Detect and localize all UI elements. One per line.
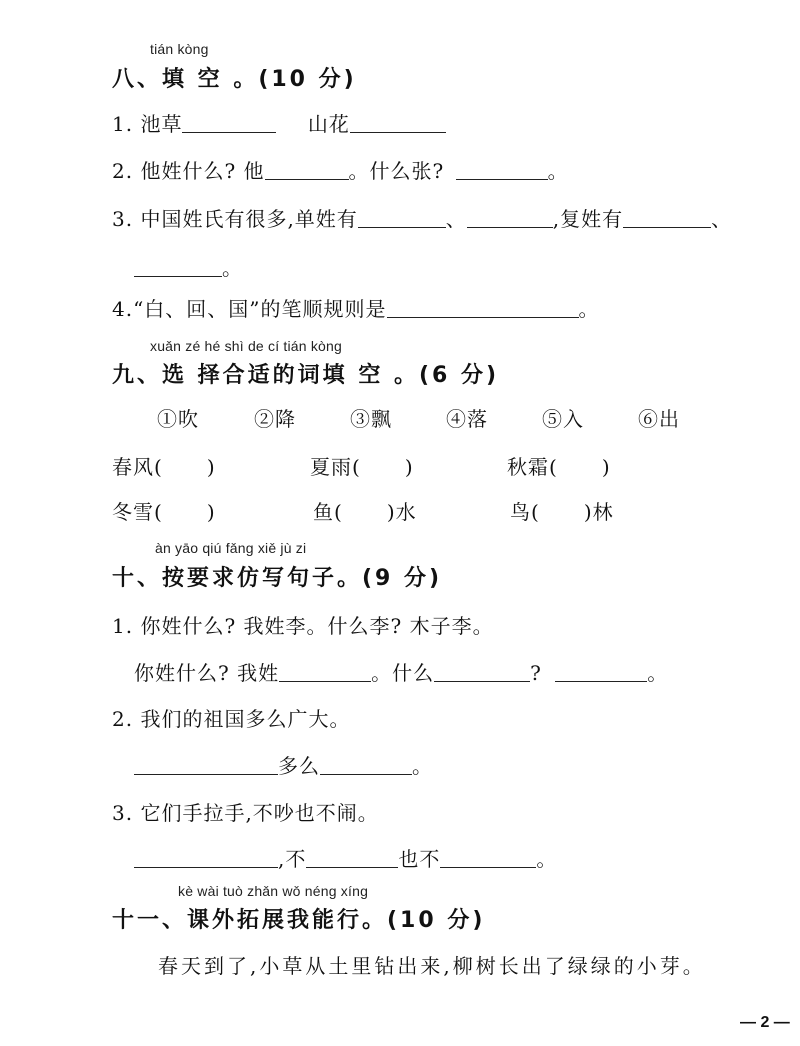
word-option-3: ③飘 — [350, 407, 392, 431]
s10-q3-example: 3. 它们手拉手,不吵也不闹。 — [112, 801, 379, 825]
item-label: 鸟( — [510, 500, 540, 524]
fill-item-winter-snow[interactable] — [112, 496, 216, 525]
item-close: )林 — [583, 500, 614, 524]
fill-item-bird-forest[interactable] — [510, 496, 614, 525]
s8-q4-text-b: 。 — [578, 297, 600, 321]
s8-q4-text-a: 4.“白、回、国”的笔顺规则是 — [112, 297, 387, 321]
s10-q3-answer-line — [134, 843, 557, 872]
s10-q1-text-e: 。 — [647, 661, 669, 685]
answer-blank[interactable] — [306, 849, 398, 868]
word-option-5: ⑤入 — [542, 407, 584, 431]
item-label: 秋霜( — [507, 455, 558, 479]
section-11-heading: 十一、课外拓展我能行。(10 分) — [112, 908, 486, 933]
s10-q2-text-c: 。 — [412, 754, 433, 778]
s10-q2-text-b: 多么 — [278, 754, 320, 778]
item-close: ) — [601, 455, 611, 479]
s8-q1-text-b: 山花 — [307, 112, 350, 136]
answer-blank[interactable] — [440, 849, 536, 868]
s8-q2-text-b: 。什么张? — [348, 159, 445, 183]
s10-q1-text-c: 。什么 — [371, 661, 435, 685]
answer-blank[interactable] — [320, 756, 412, 775]
s10-q1-text-b: 你姓什么? 我姓 — [134, 661, 280, 685]
fill-item-summer-rain[interactable] — [310, 451, 414, 480]
s8-q3-text-c: ,复姓有 — [552, 207, 624, 231]
fill-item-autumn-frost[interactable] — [507, 451, 611, 480]
answer-blank[interactable] — [456, 161, 548, 180]
s8-q2-text-c: 。 — [547, 159, 569, 183]
s10-q3-text-c: 也不 — [398, 847, 441, 871]
s8-q1-text-a: 1. 池草 — [112, 112, 183, 136]
word-option-1: ①吹 — [157, 407, 199, 431]
fill-item-spring-wind[interactable] — [112, 451, 216, 480]
item-close: ) — [404, 455, 414, 479]
s8-question-2 — [112, 155, 569, 184]
item-label: 春风( — [112, 455, 163, 479]
s8-question-3-cont — [134, 252, 243, 281]
s8-question-3 — [112, 203, 732, 232]
s10-q3-text-d: 。 — [536, 847, 558, 871]
section-9-heading: 九、选 择合适的词填 空 。(6 分) — [112, 363, 500, 388]
answer-blank[interactable] — [350, 114, 446, 133]
s8-q3-text-d: 、 — [711, 207, 733, 231]
section-10-pinyin: àn yāo qiú fǎng xiě jù zi — [155, 540, 307, 556]
s10-q2-answer-line — [134, 750, 433, 779]
section-8-heading: 八、填 空 。(10 分) — [112, 67, 357, 92]
item-label: 冬雪( — [112, 500, 163, 524]
item-label: 鱼( — [313, 500, 343, 524]
s10-q2-example: 2. 我们的祖国多么广大。 — [112, 707, 351, 731]
answer-blank[interactable] — [358, 209, 446, 228]
answer-blank[interactable] — [134, 258, 222, 277]
section-11-pinyin: kè wài tuò zhǎn wǒ néng xíng — [178, 883, 369, 899]
s8-q3-text-b: 、 — [445, 207, 467, 231]
page-number: — 2 — — [740, 1014, 790, 1031]
answer-blank[interactable] — [182, 114, 276, 133]
answer-blank[interactable] — [134, 849, 278, 868]
answer-blank[interactable] — [134, 756, 278, 775]
word-option-6: ⑥出 — [638, 407, 680, 431]
answer-blank[interactable] — [387, 299, 579, 318]
s8-question-1 — [112, 108, 446, 137]
item-close: ) — [206, 500, 216, 524]
word-option-4: ④落 — [446, 407, 488, 431]
fill-item-fish-water[interactable] — [313, 496, 417, 525]
answer-blank[interactable] — [279, 663, 371, 682]
item-close: ) — [206, 455, 216, 479]
answer-blank[interactable] — [265, 161, 349, 180]
item-label: 夏雨( — [310, 455, 361, 479]
s8-q3-text-e: 。 — [222, 256, 243, 280]
answer-blank[interactable] — [555, 663, 647, 682]
section-9-pinyin: xuǎn zé hé shì de cí tián kòng — [150, 338, 343, 354]
reading-passage: 春天到了,小草从土里钻出来,柳树长出了绿绿的小芽。 — [158, 954, 706, 978]
s10-q1-example: 1. 你姓什么? 我姓李。什么李? 木子李。 — [112, 614, 494, 638]
s8-question-4 — [112, 293, 600, 322]
answer-blank[interactable] — [623, 209, 711, 228]
s10-q1-text-d: ? — [530, 661, 542, 685]
section-10-heading: 十、按要求仿写句子。(9 分) — [112, 566, 443, 591]
item-close: )水 — [386, 500, 417, 524]
word-option-2: ②降 — [254, 407, 296, 431]
s10-q1-answer-line — [134, 657, 668, 686]
s8-q2-text-a: 2. 他姓什么? 他 — [112, 159, 265, 183]
section-8-pinyin: tián kòng — [150, 41, 209, 57]
s10-q3-text-b: ,不 — [278, 847, 307, 871]
answer-blank[interactable] — [434, 663, 530, 682]
answer-blank[interactable] — [467, 209, 553, 228]
s8-q3-text-a: 3. 中国姓氏有很多,单姓有 — [112, 207, 358, 231]
